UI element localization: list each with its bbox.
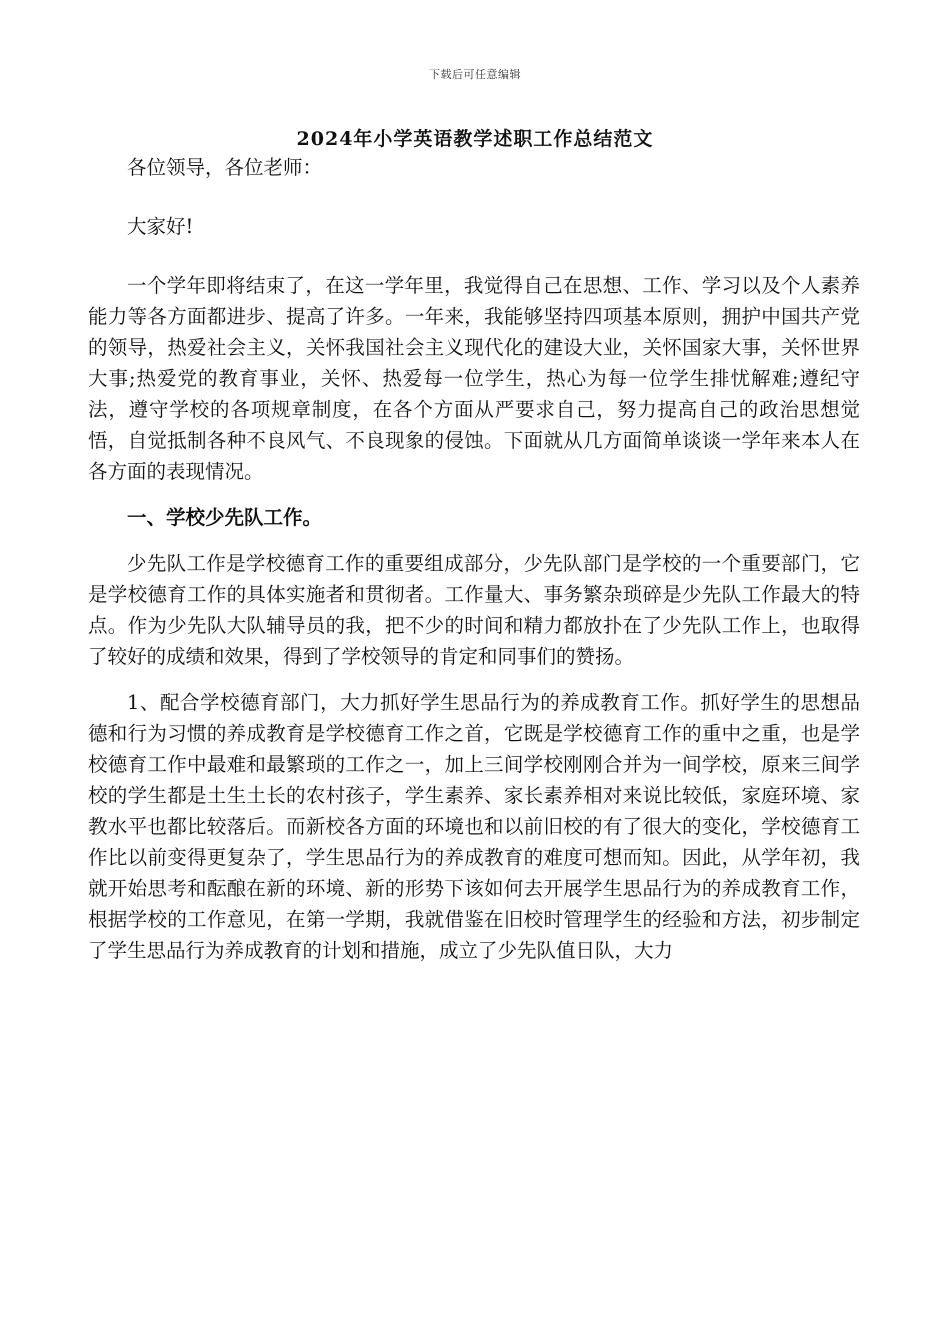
- greeting: 大家好!: [127, 215, 194, 238]
- header-note: 下载后可任意编辑: [429, 68, 521, 81]
- section-heading: 一、学校少先队工作。: [127, 506, 323, 529]
- item-paragraph: 1、配合学校德育部门，大力抓好学生思品行为的养成教育工作。抓好学生的思想品德和行为习惯的养成教育是学校德育工作之首，它既是学校德育工作的重中之重，也是学校德育工作中最难和最繁琐的工作之一，加上三间学校刚刚合并为一间学校，原来三间学校的学生都是土生土长的农村孩子，学生素养、家长素养相对来说比较低，家庭环境、家教水平也都比较落后。而新校各方面的环境也和以前旧校的有了很大的变化，学校德育工作比以前变得更复杂了，学生思品行为的养成教育的难度可想而知。因此，从学年初，我就开始思考和酝酿在新的环境、新的形势下该如何去开展学生思品行为的养成教育工作，根据学校的工作意见，在第一学期，我就借鉴在旧校时管理学生的经验和方法，初步制定了学生思品行为养成教育的计划和措施，成立了少先队值日队，大力: [88, 691, 860, 962]
- document-title: 2024年小学英语教学述职工作总结范文: [296, 128, 654, 150]
- document-body: [88, 152, 860, 981]
- salutation: 各位领导，各位老师：: [127, 156, 323, 179]
- intro-paragraph: 一个学年即将结束了，在这一学年里，我觉得自己在思想、工作、学习以及个人素养能力等各方面都进步、提高了许多。一年来，我能够坚持四项基本原则，拥护中国共产党的领导，热爱社会主义，关怀我国社会主义现代化的建设大业，关怀国家大事，关怀世界大事;热爱党的教育事业，关怀、热爱每一位学生，热心为每一位学生排忧解难;遵纪守法，遵守学校的各项规章制度，在各个方面从严要求自己，努力提高自己的政治思想觉悟，自觉抵制各种不良风气、不良现象的侵蚀。下面就从几方面简单谈谈一学年来本人在各方面的表现情况。: [88, 274, 860, 483]
- section-paragraph: 少先队工作是学校德育工作的重要组成部分，少先队部门是学校的一个重要部门，它是学校德育工作的具体实施者和贯彻者。工作量大、事务繁杂琐碎是少先队工作最大的特点。作为少先队大队辅导员的我，把不少的时间和精力都放扑在了少先队工作上，也取得了较好的成绩和效果，得到了学校领导的肯定和同事们的赞扬。: [88, 552, 860, 668]
